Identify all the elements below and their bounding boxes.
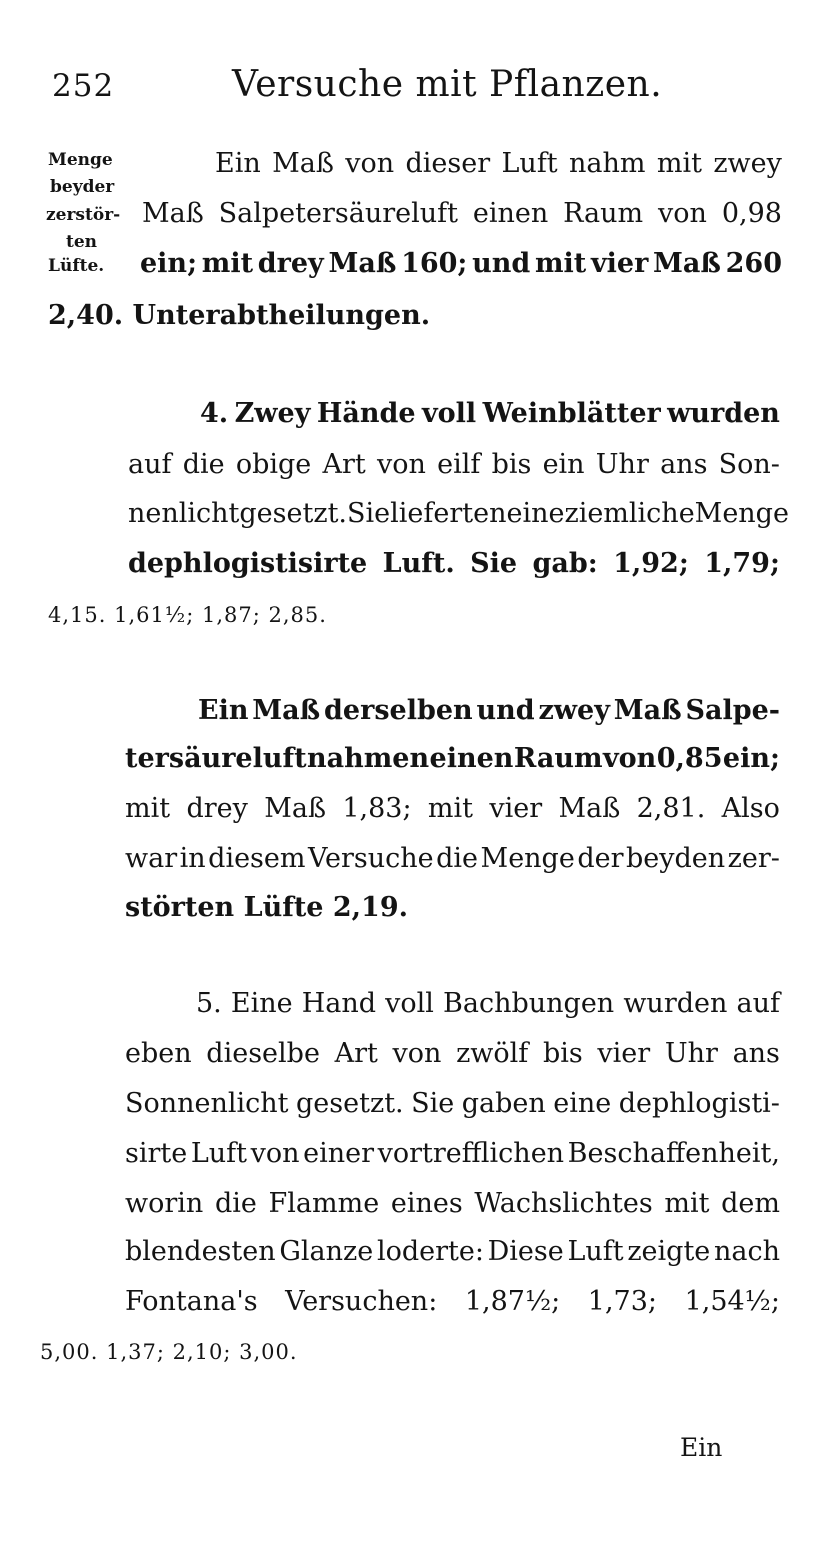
text-line: Maß Salpetersäureluft einen Raum von 0,98 [142,198,782,229]
text-line: 5,00. 1,37; 2,10; 3,00. [40,1340,298,1364]
text-line: Ein Maß derselben und zwey Maß Salpe- [198,695,780,726]
running-title: Versuche mit Pflanzen. [232,64,663,105]
text-line: 2,40. Unterabtheilungen. [48,300,431,331]
text-line: 4. Zwey Hände voll Weinblätter wurden [200,398,780,429]
text-line: Ein Maß von dieser Luft nahm mit zwey [215,148,782,179]
text-line: störten Lüfte 2,19. [125,892,409,923]
text-line: dephlogistisirte Luft. Sie gab: 1,92; 1,79; [128,548,780,579]
text-line: sirte Luft von einer vortrefflichen Beschaffenheit, [125,1138,780,1169]
text-line: nenlicht gesetzt. Sie lieferten eine ziemliche Menge [128,498,789,529]
margin-note-line: Menge [48,150,113,170]
catchword: Ein [680,1433,723,1462]
text-line: blendesten Glanze loderte: Diese Luft zeigte nach [125,1236,780,1267]
margin-note-line: beyder [50,177,115,197]
margin-note-line: ten [66,232,98,252]
margin-note-line: Lüfte. [48,256,105,276]
text-line: tersäureluft nahmen einen Raum von 0,85 ein; [125,743,780,774]
text-line: ein; mit drey Maß 160; und mit vier Maß 260 [140,248,782,279]
text-line: auf die obige Art von eilf bis ein Uhr ans Son- [128,449,780,480]
text-line: war in diesem Versuche die Menge der beyden zer- [125,843,780,874]
text-line: mit drey Maß 1,83; mit vier Maß 2,81. Also [125,793,780,824]
text-line: worin die Flamme eines Wachslichtes mit dem [125,1188,780,1219]
text-line: Fontana's Versuchen: 1,87½; 1,73; 1,54½; [125,1286,780,1317]
text-line: 5. Eine Hand voll Bachbungen wurden auf [196,988,780,1019]
text-line: Sonnenlicht gesetzt. Sie gaben eine dephlogisti- [125,1088,780,1119]
text-line: eben dieselbe Art von zwölf bis vier Uhr ans [125,1038,780,1069]
margin-note-line: zerstör- [46,205,121,225]
text-line: 4,15. 1,61½; 1,87; 2,85. [48,603,327,627]
page-number: 252 [52,68,115,104]
